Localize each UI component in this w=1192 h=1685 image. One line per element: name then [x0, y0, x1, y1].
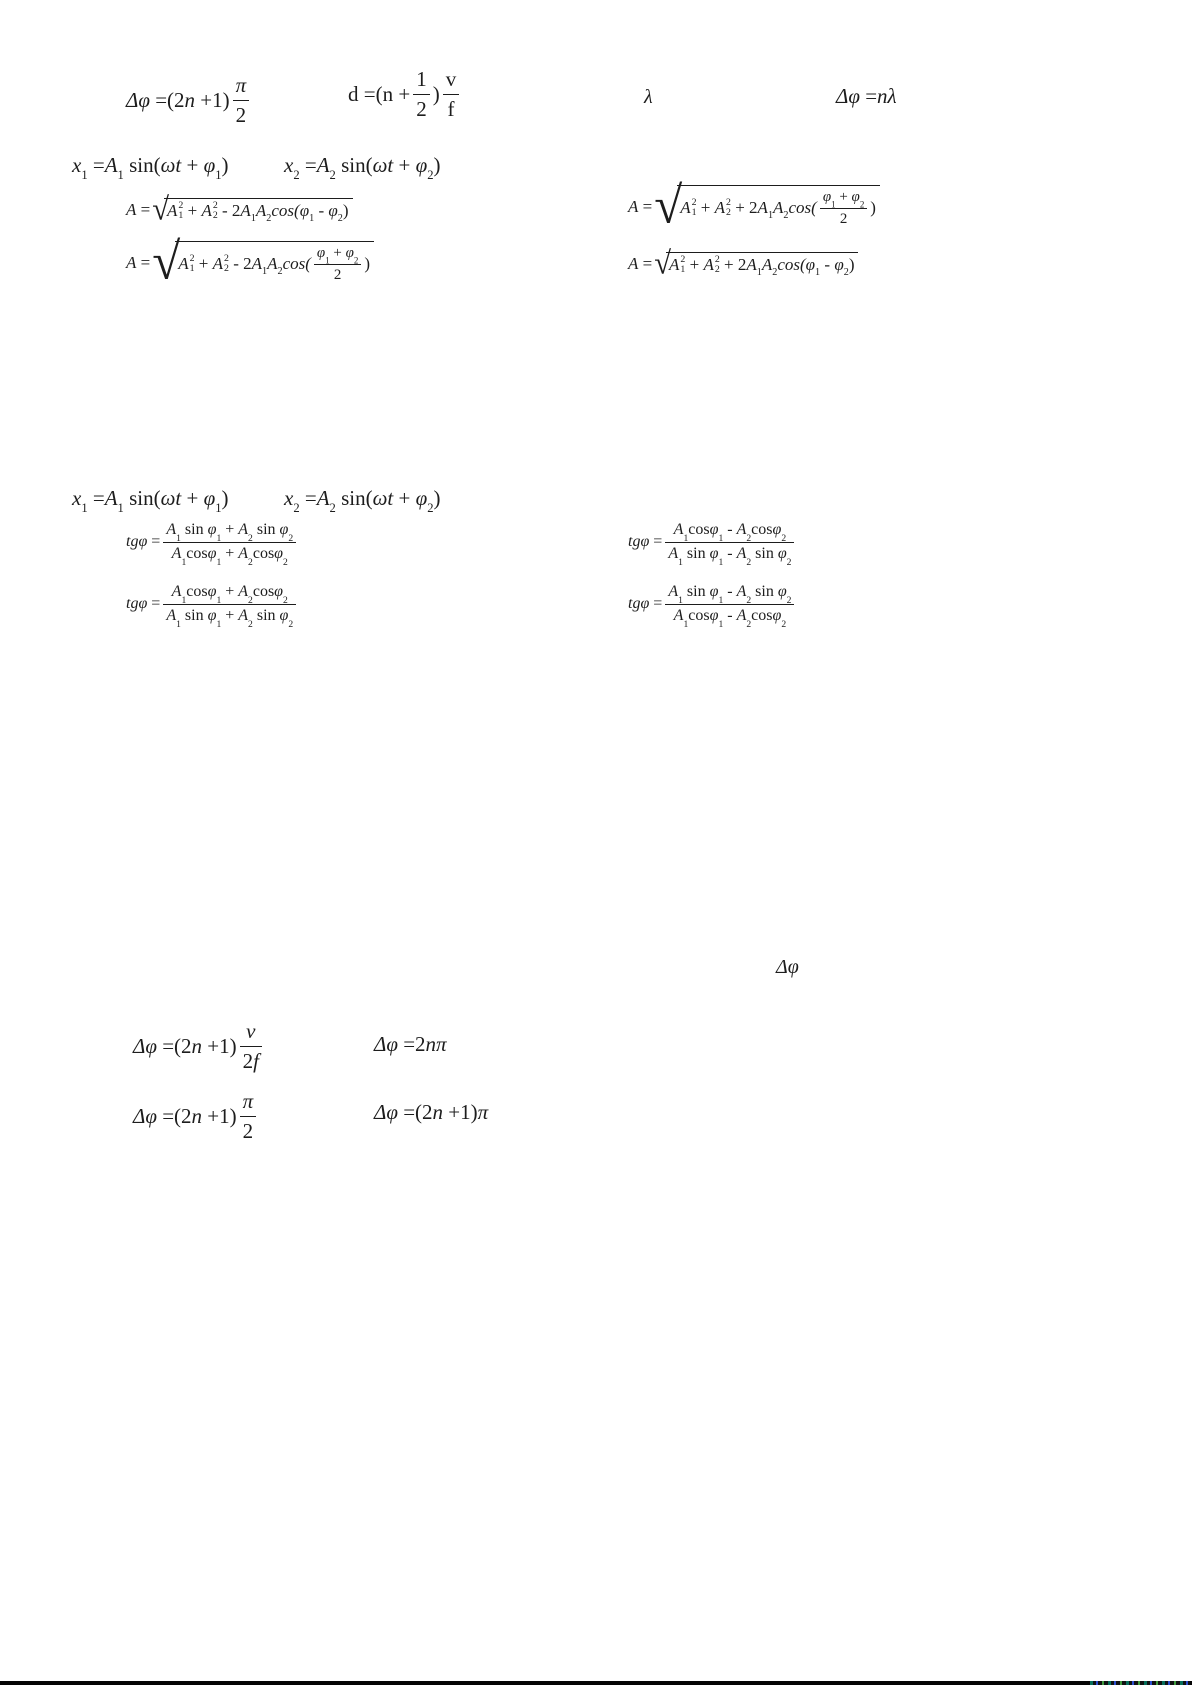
formula-dphi-2n-pi: Δφ =2 nπ: [374, 1032, 447, 1056]
formula-x2-equation-repeat: x 2 = A 2 sin( ωt + φ 2 ): [284, 486, 441, 516]
formula-tg-phi-sin-minus-over-cos-minus: tgφ = A 1 sin φ 1 - A 2 sin φ 2 A 1 cos φ 1 - A 2 cos φ 2: [628, 582, 797, 627]
bottom-edge-artifact: [1090, 1681, 1190, 1685]
formula-dphi-odd-half-pi: Δφ =(2 n +1) $\frac{\pi}{2}$: [133, 1088, 259, 1146]
formula-path-difference: d =(n + $\frac{1}{2}$ ) $\frac{v}{f}$: [348, 66, 462, 124]
formula-tg-phi-cos-minus-over-sin-minus: tgφ = A 1 cos φ 1 - A 2 cos φ 2 A 1 sin φ 1 - A 2 sin φ 2: [628, 520, 797, 565]
bottom-edge-bar: [0, 1681, 1192, 1685]
formula-amplitude-plus-cos-half-sum: A = √ A 2 1 + A 2 2 + 2 A 1 A 2 cos( φ 1 + φ 2 2 ): [628, 184, 880, 230]
formula-amplitude-minus-cos-half-sum: A = √ A 2 1 + A 2 2 - 2 A 1 A 2 cos( φ 1 + φ 2 2 ): [126, 240, 374, 286]
formula-x1-equation: x 1 = A 1 sin( ωt + φ 1 ): [72, 153, 229, 183]
symbol-delta-phi: Δφ: [776, 956, 799, 978]
formula-x2-equation: x 2 = A 2 sin( ωt + φ 2 ): [284, 153, 441, 183]
formula-phase-diff-n-lambda: Δφ = nλ: [836, 84, 897, 108]
formula-tg-phi-cos-plus-over-sin-plus: tgφ = A 1 cos φ 1 + A 2 cos φ 2 A 1 sin φ 1 + A 2 sin φ 2: [126, 582, 299, 627]
formula-dphi-odd-v-over-2f: Δφ =(2 n +1) v 2 f: [133, 1018, 265, 1076]
formula-phase-diff-odd-half-pi: Δφ =(2 n +1) $\frac{\pi}{2}$: [126, 72, 252, 130]
formula-tg-phi-sin-plus-over-cos-plus: tgφ = A 1 sin φ 1 + A 2 sin φ 2 A 1 cos φ 1 + A 2 cos φ 2: [126, 520, 299, 565]
formula-amplitude-minus-cos-diff: A = √ A 2 1 + A 2 2 - 2 A 1 A 2 cos( φ 1 - φ 2 ): [126, 196, 353, 224]
formula-dphi-odd-pi: Δφ =(2 n +1) π: [374, 1100, 489, 1124]
formula-amplitude-plus-cos-diff: A = √ A 2 1 + A 2 2 + 2 A 1 A 2 cos( φ 1 - φ 2 ): [628, 250, 858, 278]
symbol-lambda: λ: [644, 86, 653, 108]
formula-x1-equation-repeat: x 1 = A 1 sin( ωt + φ 1 ): [72, 486, 229, 516]
